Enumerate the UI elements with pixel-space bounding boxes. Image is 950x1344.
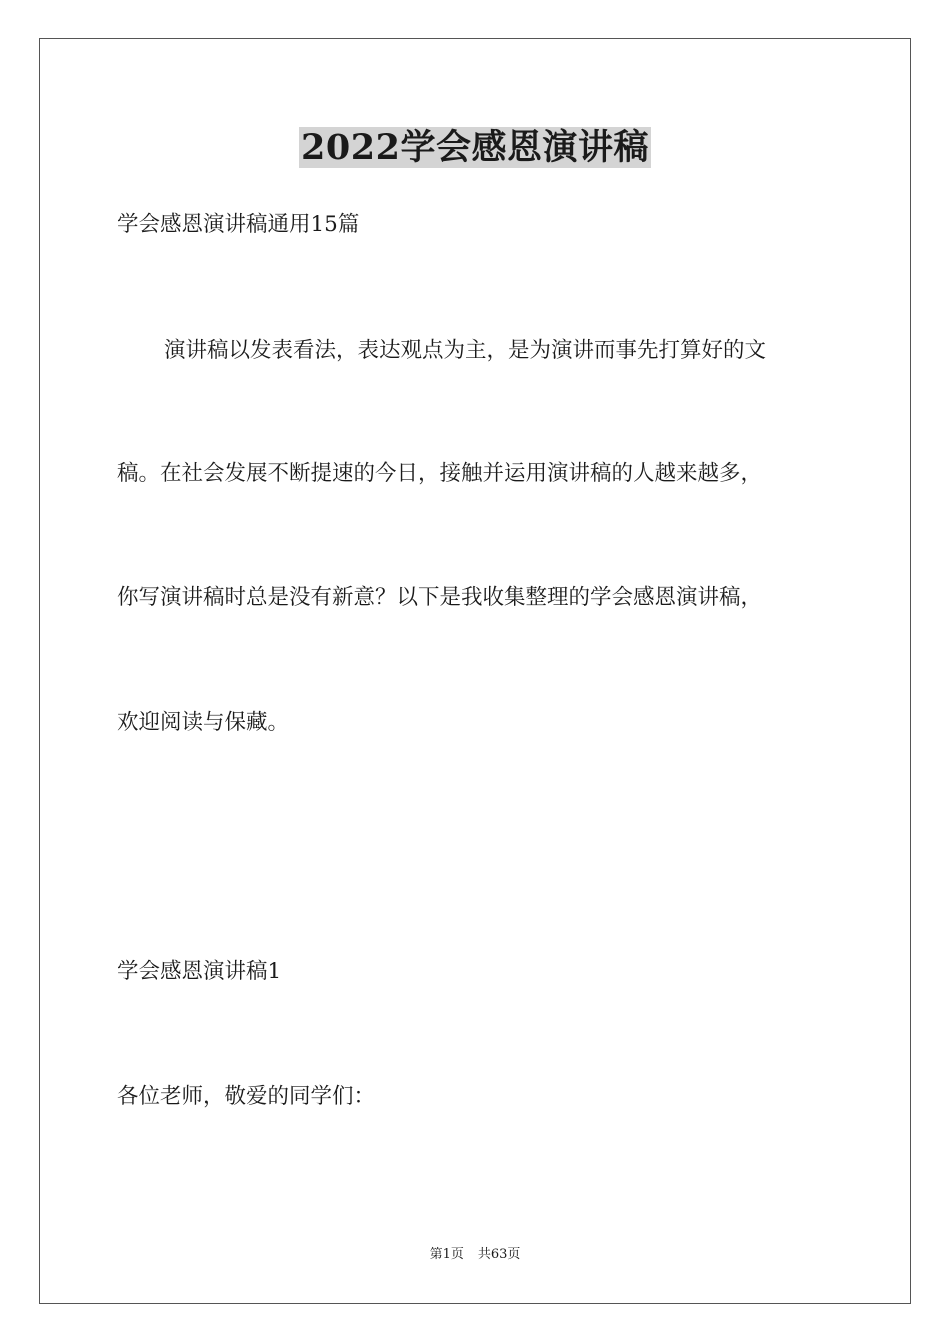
page-footer: [0, 1246, 950, 1264]
section-heading: 学会感恩演讲稿1: [117, 959, 282, 984]
page-number: 第1页: [429, 1247, 464, 1262]
page-total: 共63页: [477, 1247, 521, 1262]
intro-paragraph-line-2: 稿。在社会发展不断提速的今日，接触并运用演讲稿的人越来越多，: [117, 461, 763, 486]
intro-paragraph-line-1: 演讲稿以发表看法，表达观点为主，是为演讲而事先打算好的文: [164, 338, 767, 363]
intro-paragraph-line-3: 你写演讲稿时总是没有新意？以下是我收集整理的学会感恩演讲稿，: [117, 585, 763, 610]
salutation: 各位老师，敬爱的同学们：: [117, 1084, 376, 1109]
document-subtitle: 学会感恩演讲稿通用15篇: [117, 212, 360, 237]
document-title: [0, 126, 950, 170]
intro-paragraph-line-4: 欢迎阅读与保藏。: [117, 710, 290, 735]
document-title-text: 2022学会感恩演讲稿: [301, 127, 649, 168]
